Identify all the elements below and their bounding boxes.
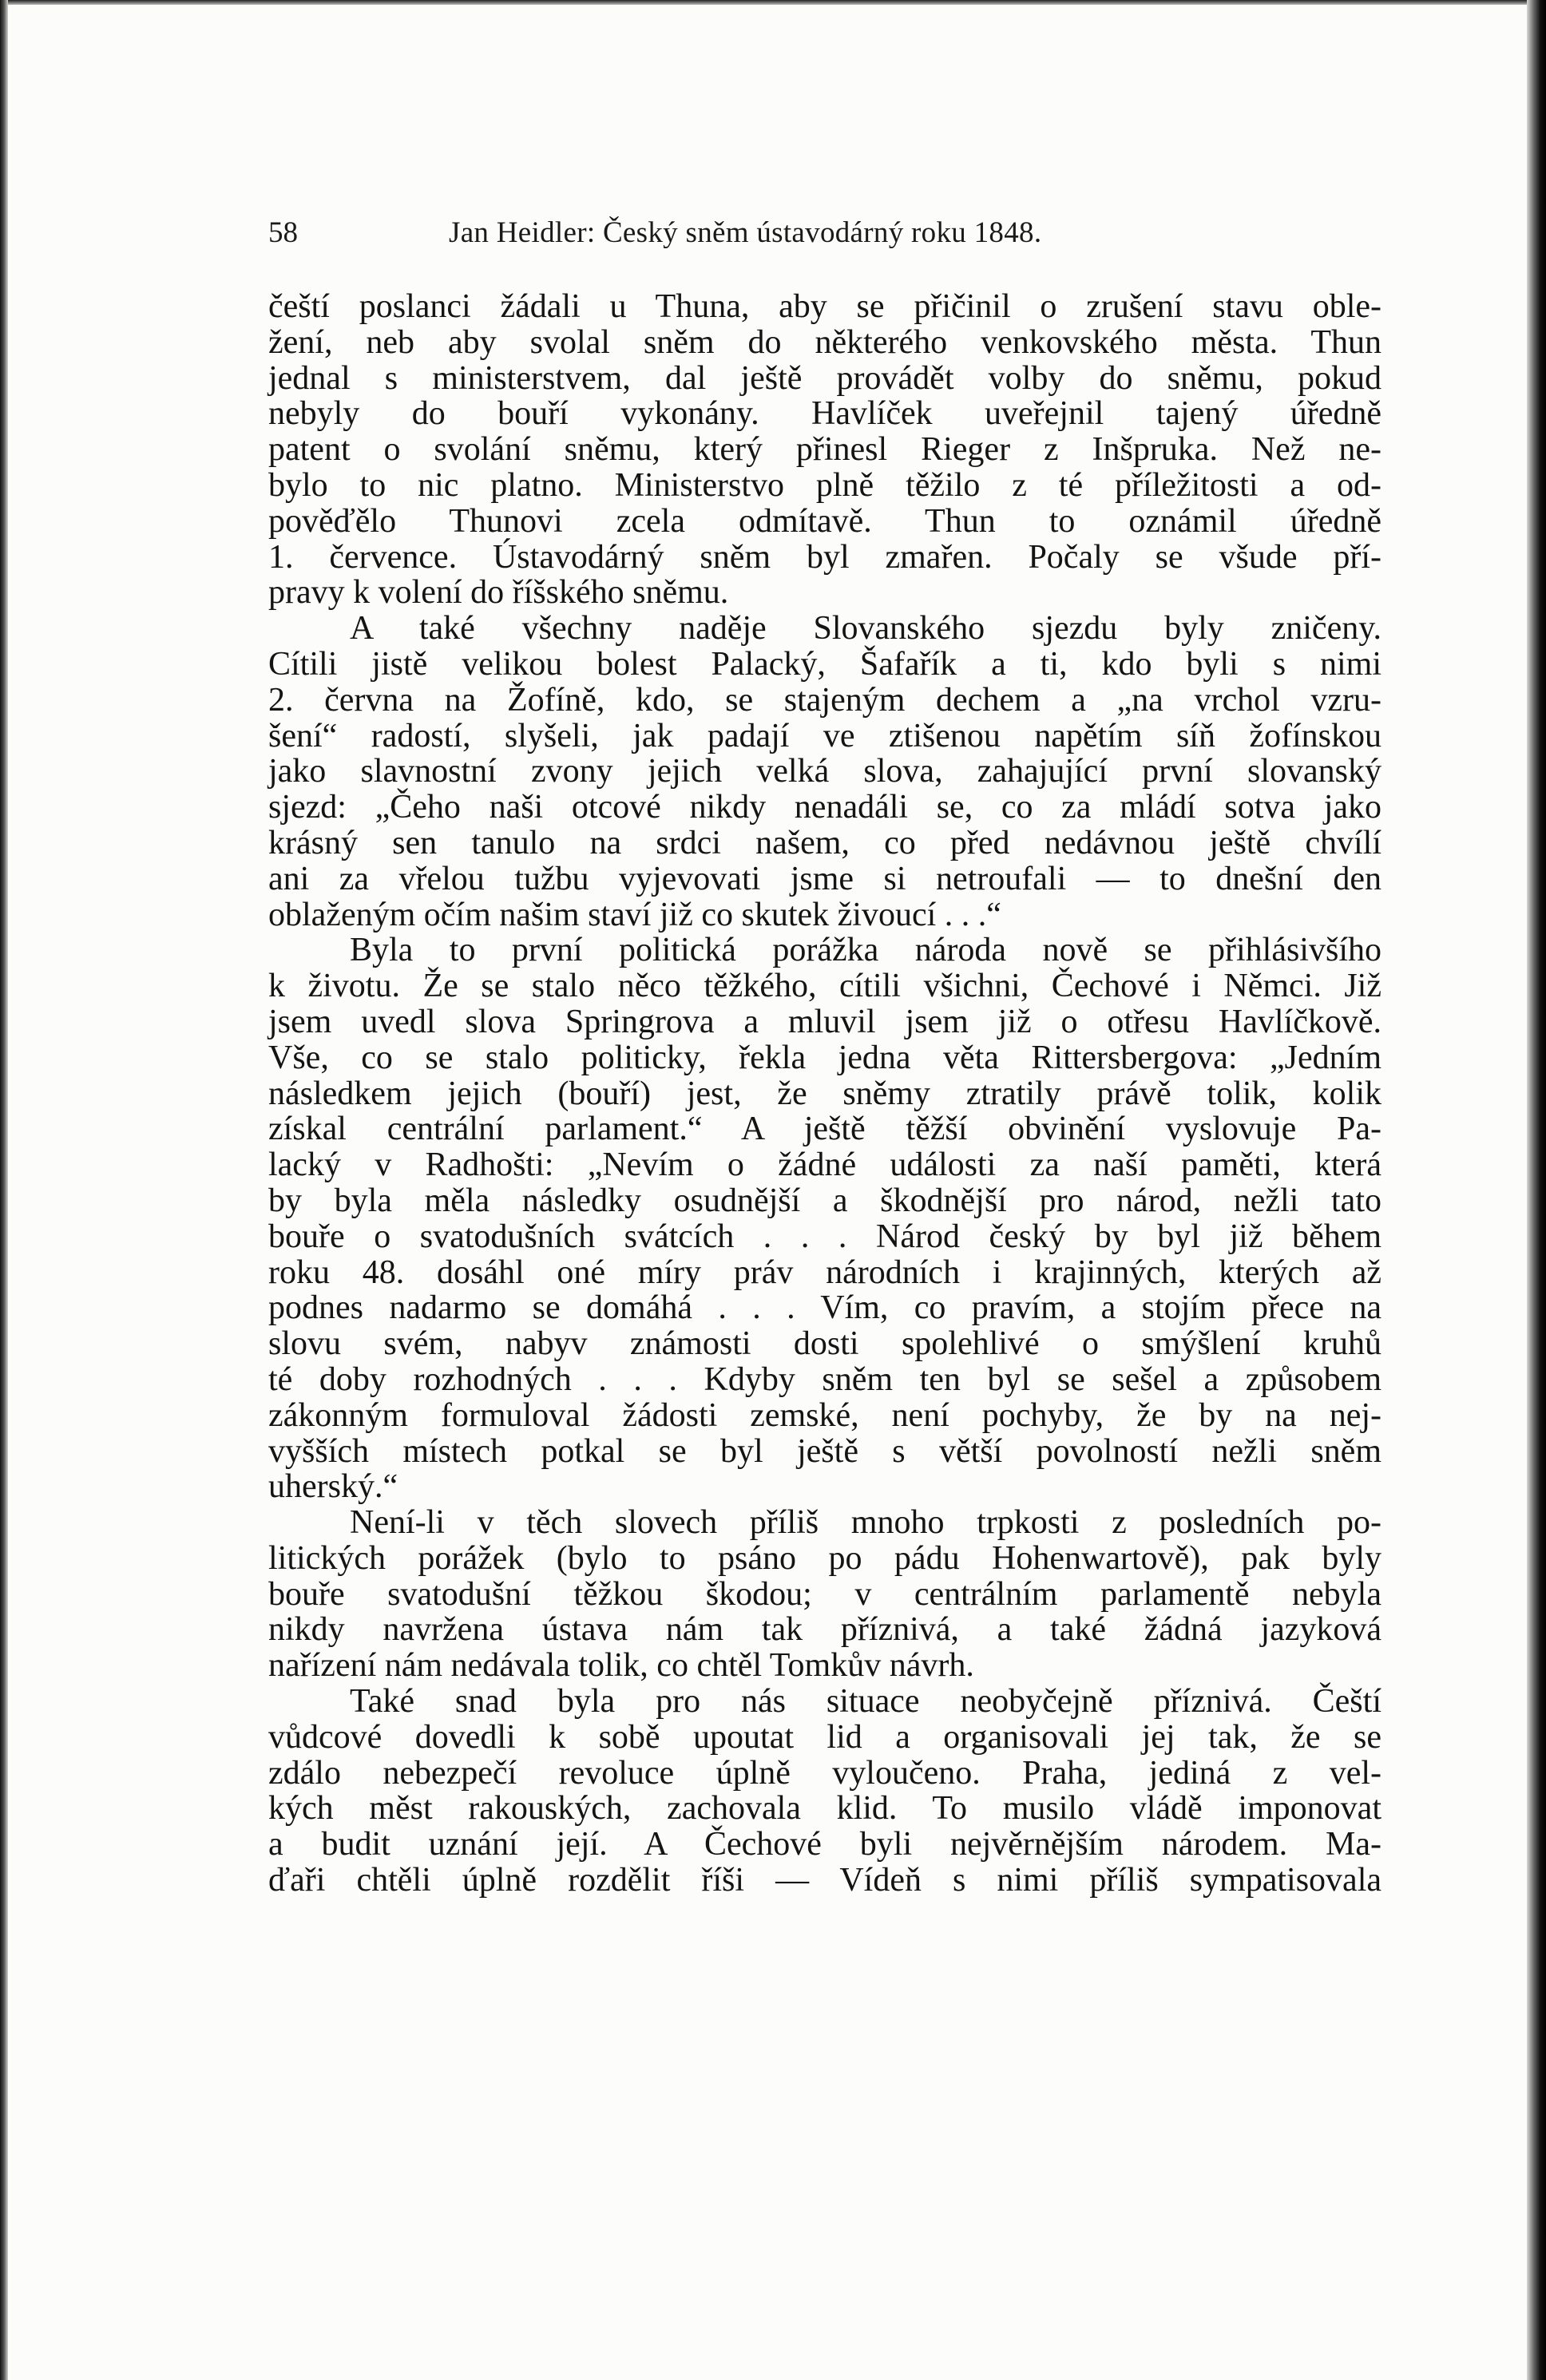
body-text: [268, 289, 1381, 1899]
paragraph: [268, 933, 1381, 1505]
text-line: krásný sen tanulo na srdci našem, co před nedávnou ještě chvílí: [268, 824, 1381, 861]
paragraph: [268, 1684, 1381, 1899]
text-line: kých měst rakouských, zachovala klid. To musilo vládě imponovat: [268, 1790, 1381, 1828]
text-line: 2. června na Žofíně, kdo, se stajeným dechem a „na vrchol vzru-: [268, 681, 1381, 719]
text-line: Byla to první politická porážka národa nově se přihlásivšího: [350, 932, 1381, 969]
scan-edge-top: [0, 0, 1546, 5]
text-line: zdálo nebezpečí revoluce úplně vyloučeno. Praha, jediná z vel-: [268, 1754, 1381, 1792]
text-line: 1. července. Ústavodárný sněm byl zmařen. Počaly se všude pří-: [268, 538, 1381, 576]
text-line: uherský.“: [268, 1468, 398, 1506]
page-header: [268, 216, 1378, 263]
text-line: získal centrální parlament.“ A ještě těžší obvinění vyslovuje Pa-: [268, 1111, 1381, 1148]
text-line: Cítili jistě velikou bolest Palacký, Šafařík a ti, kdo byli s nimi: [268, 645, 1381, 683]
text-line: Není-li v těch slovech příliš mnoho trpkosti z posledních po-: [350, 1504, 1381, 1542]
text-line: a budit uznání její. A Čechové byli nejvěrnějším národem. Ma-: [268, 1826, 1381, 1863]
paragraph: [268, 289, 1381, 611]
scan-edge-left: [0, 0, 8, 2380]
running-head: Jan Heidler: Český sněm ústavodárný roku 1848.: [449, 216, 1042, 249]
text-line: následkem jejich (bouří) jest, že sněmy ztratily právě tolik, kolik: [268, 1075, 1381, 1112]
text-line: bouře svatodušní těžkou škodou; v centrálním parlamentě nebyla: [268, 1575, 1381, 1613]
text-line: ďaři chtěli úplně rozdělit říši — Vídeň s nimi příliš sympatisovala: [268, 1862, 1381, 1899]
text-line: žení, neb aby svolal sněm do některého venkovského města. Thun: [268, 323, 1381, 361]
text-line: k životu. Že se stalo něco těžkého, cítili všichni, Čechové i Němci. Již: [268, 968, 1381, 1005]
text-line: té doby rozhodných . . . Kdyby sněm ten byl se sešel a způsobem: [268, 1360, 1381, 1398]
text-line: ani za vřelou tužbu vyjevovati jsme si netroufali — to dnešní den: [268, 860, 1381, 897]
text-line: vyšších místech potkal se byl ještě s větší povolností nežli sněm: [268, 1432, 1381, 1470]
text-line: Vše, co se stalo politicky, řekla jedna věta Rittersbergova: „Jedním: [268, 1039, 1381, 1076]
text-line: zákonným formuloval žádosti zemské, není pochyby, že by na nej-: [268, 1396, 1381, 1434]
page-number: 58: [268, 216, 298, 249]
text-line: sjezd: „Čeho naši otcové nikdy nenadáli se, co za mládí sotva jako: [268, 789, 1381, 826]
text-line: by byla měla následky osudnější a škodnější pro národ, nežli tato: [268, 1182, 1381, 1219]
text-line: pověďělo Thunovi zcela odmítavě. Thun to oznámil úředně: [268, 502, 1381, 540]
text-line: lacký v Radhošti: „Nevím o žádné události za naší paměti, která: [268, 1146, 1381, 1184]
text-line: roku 48. dosáhl oné míry práv národních i krajinných, kterých až: [268, 1253, 1381, 1291]
text-line: nebyly do bouří vykonány. Havlíček uveřejnil tajený úředně: [268, 395, 1381, 433]
text-line: nikdy navržena ústava nám tak příznivá, a také žádná jazyková: [268, 1611, 1381, 1649]
paragraph: [268, 1505, 1381, 1684]
text-line: litických porážek (bylo to psáno po pádu Hohenwartově), pak byly: [268, 1539, 1381, 1577]
scan-edge-right: [1527, 0, 1546, 2380]
text-line: šení“ radostí, slyšeli, jak padají ve ztišenou napětím síň žofínskou: [268, 717, 1381, 754]
text-line: bylo to nic platno. Ministerstvo plně těžilo z té příležitosti a od-: [268, 466, 1381, 504]
paragraph: [268, 611, 1381, 933]
text-line: vůdcové dovedli k sobě upoutat lid a organisovali jej tak, že se: [268, 1718, 1381, 1756]
text-line: Také snad byla pro nás situace neobyčejně příznivá. Čeští: [350, 1683, 1381, 1721]
text-line: jsem uvedl slova Springrova a mluvil jsem již o otřesu Havlíčkově.: [268, 1003, 1381, 1040]
text-line: jednal s ministerstvem, dal ještě provádět volby do sněmu, pokud: [268, 359, 1381, 397]
text-line: jako slavnostní zvony jejich velká slova, zahajující první slovanský: [268, 753, 1381, 790]
text-line: podnes nadarmo se domáhá . . . Vím, co pravím, a stojím přece na: [268, 1289, 1381, 1327]
text-line: slovu svém, nabyv známosti dosti spolehlivé o smýšlení kruhů: [268, 1325, 1381, 1363]
text-line: oblaženým očím našim staví již co skutek živoucí . . .“: [268, 896, 1001, 933]
text-line: čeští poslanci žádali u Thuna, aby se přičinil o zrušení stavu oble-: [268, 288, 1381, 325]
text-line: pravy k volení do říšského sněmu.: [268, 574, 729, 612]
text-line: nařízení nám nedávala tolik, co chtěl Tomkův návrh.: [268, 1647, 974, 1685]
text-line: bouře o svatodušních svátcích . . . Národ český by byl již během: [268, 1218, 1381, 1255]
text-line: patent o svolání sněmu, který přinesl Rieger z Inšpruka. Než ne-: [268, 431, 1381, 469]
text-line: A také všechny naděje Slovanského sjezdu byly zničeny.: [350, 610, 1381, 647]
